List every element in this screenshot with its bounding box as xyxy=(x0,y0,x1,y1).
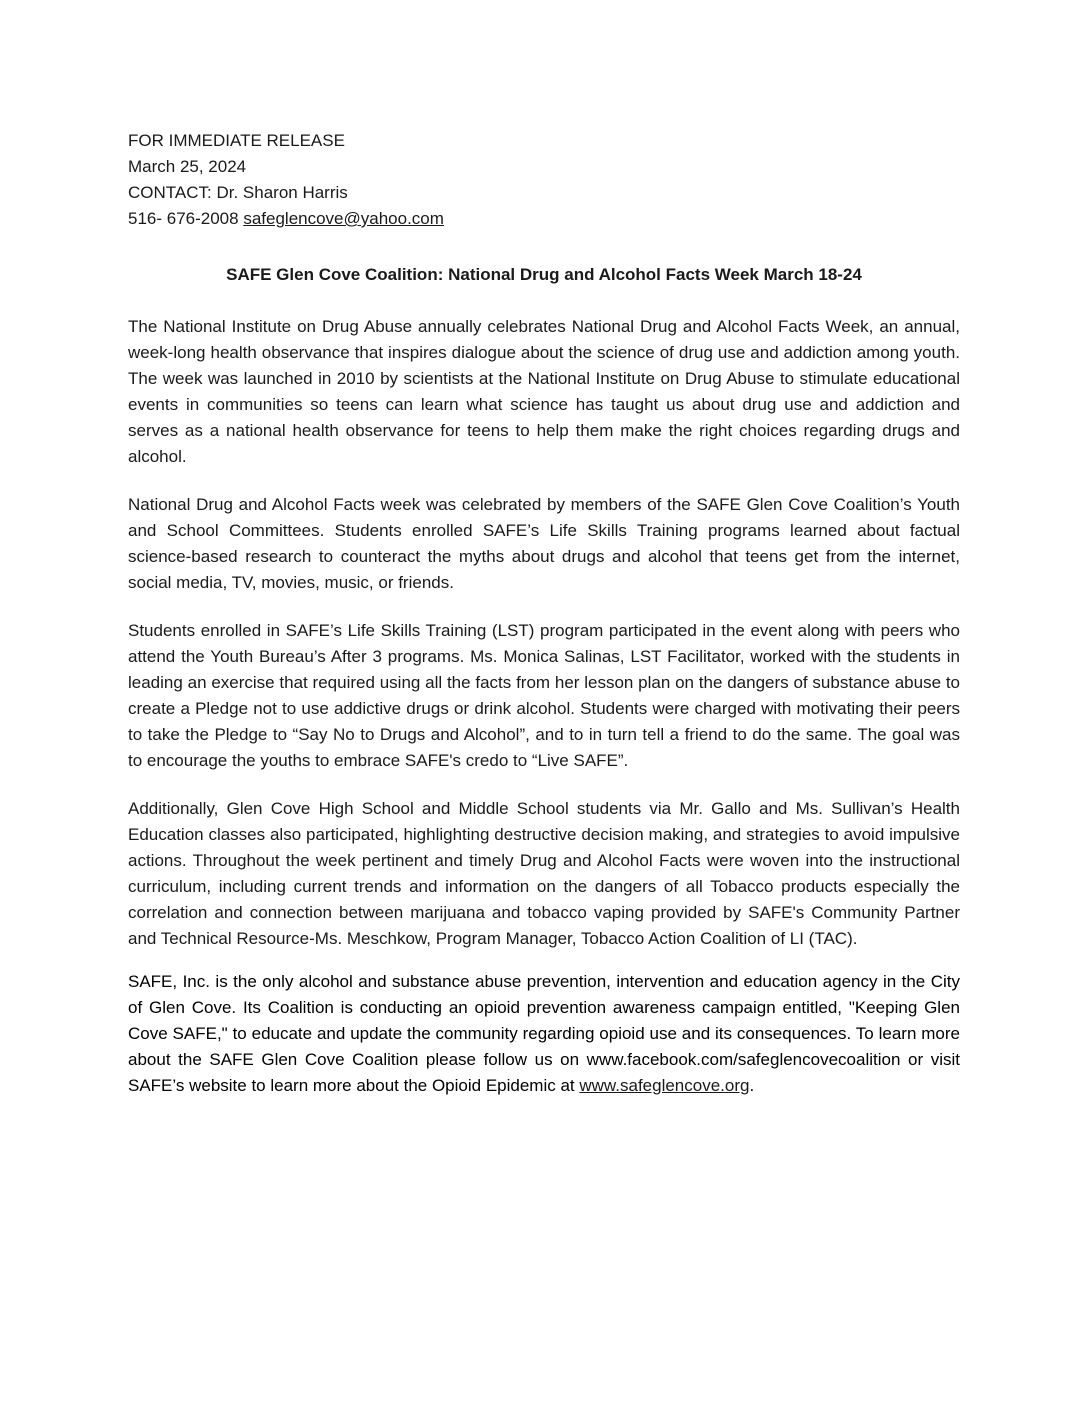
paragraph-lst-program: Students enrolled in SAFE’s Life Skills Training (LST) program participated in the event along with peers who attend the Youth Bureau’s After 3 programs. Ms. Monica Salinas, LST Facilitator, worked with the students in leading an exercise that required using all the facts from her lesson plan on the dangers of substance abuse to create a Pledge not to use addictive drugs or drink alcohol. Students were charged with motivating their peers to take the Pledge to “Say No to Drugs and Alcohol”, and to in turn tell a friend to do the same. The goal was to encourage the youths to embrace SAFE's credo to “Live SAFE”. xyxy=(128,621,960,770)
contact-name: CONTACT: Dr. Sharon Harris xyxy=(128,183,348,202)
contact-email-link[interactable]: safeglencove@yahoo.com xyxy=(243,209,444,228)
contact-phone: 516- 676-2008 xyxy=(128,209,239,228)
release-line: FOR IMMEDIATE RELEASE xyxy=(128,131,345,150)
paragraph-schools: Additionally, Glen Cove High School and Middle School students via Mr. Gallo and Ms. Sullivan’s Health Education classes also participated, highlighting destructive decision making, and strategies to avoid impulsive actions. Throughout the week pertinent and timely Drug and Alcohol Facts were woven into the instructional curriculum, including current trends and information on the dangers of all Tobacco products especially the correlation and connection between marijuana and tobacco vaping provided by SAFE's Community Partner and Technical Resource-Ms. Meschkow, Program Manager, Tobacco Action Coalition of LI (TAC). xyxy=(128,799,960,948)
release-date: March 25, 2024 xyxy=(128,157,247,176)
paragraph-celebration: National Drug and Alcohol Facts week was celebrated by members of the SAFE Glen Cove Coalition’s Youth and School Committees. Students enrolled SAFE’s Life Skills Training programs learned about factual science-based research to counteract the myths about drugs and alcohol that teens get from the internet, social media, TV, movies, music, or friends. xyxy=(128,495,960,592)
paragraph-intro: The National Institute on Drug Abuse annually celebrates National Drug and Alcohol Facts Week, an annual, week-long health observance that inspires dialogue about the science of drug use and addiction among youth. The week was launched in 2010 by scientists at the National Institute on Drug Abuse to stimulate educational events in communities so teens can learn what science has taught us about drug use and addiction and serves as a national health observance for teens to help them make the right choices regarding drugs and alcohol. xyxy=(128,317,960,466)
contact-line xyxy=(128,206,960,232)
press-release-page xyxy=(128,128,960,1116)
paragraph-about-safe xyxy=(128,969,960,1099)
closing-period: . xyxy=(749,1076,755,1095)
release-header xyxy=(128,128,960,232)
website-link[interactable]: www.safeglencove.org xyxy=(579,1076,750,1095)
release-title: SAFE Glen Cove Coalition: National Drug and Alcohol Facts Week March 18-24 xyxy=(226,265,862,284)
about-safe-text: SAFE, Inc. is the only alcohol and substance abuse prevention, intervention and education agency in the City of Glen Cove. Its Coalition is conducting an opioid prevention awareness campaign entitled, "Keeping Glen Cove SAFE," to educate and update the community regarding opioid use and its consequences. To learn more about the SAFE Glen Cove Coalition please follow us on www.facebook.com/safeglencovecoalition or visit SAFE’s website to learn more about the Opioid Epidemic at xyxy=(128,972,960,1095)
